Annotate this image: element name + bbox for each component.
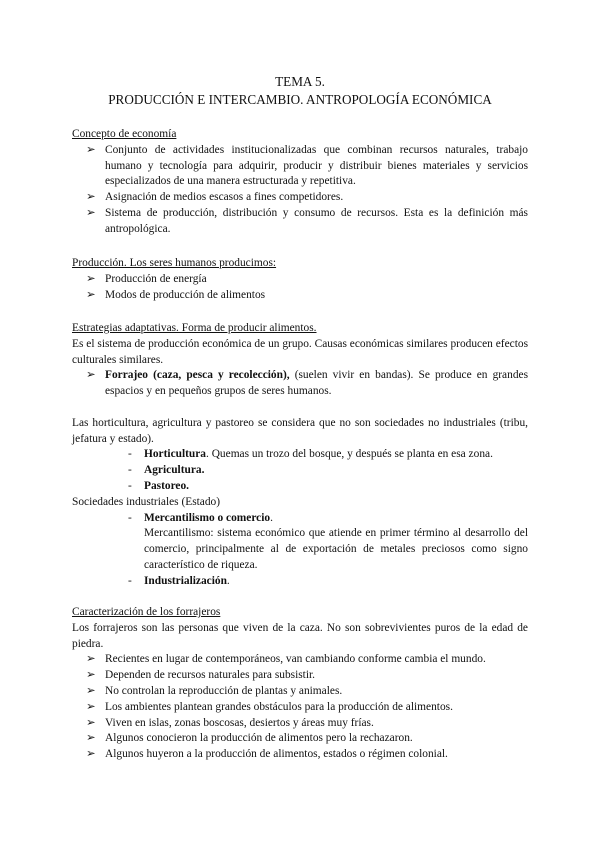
arrow-bullet-icon: ➢ (86, 143, 96, 156)
dash-bullet-icon: - (128, 464, 132, 477)
section-concepto (72, 127, 528, 238)
list-item: ➢ Algunos conocieron la producción de alimentos pero la rechazaron. (72, 731, 528, 747)
section-heading: Caracterización de los forrajeros (72, 606, 221, 618)
section-estrategias (72, 321, 528, 590)
paragraph: Las horticultura, agricultura y pastoreo se considera que no son sociedades no industriales (tribu, jefatura y estado). (72, 416, 528, 445)
list-item: ➢ Producción de energía (72, 272, 528, 288)
arrow-bullet-icon: ➢ (86, 716, 96, 729)
document-title-line2: PRODUCCIÓN E INTERCAMBIO. ANTROPOLOGÍA ECONÓMICA (108, 92, 492, 107)
list-item: - Pastoreo. (72, 479, 528, 495)
arrow-bullet-icon: ➢ (86, 684, 96, 697)
arrow-bullet-icon: ➢ (86, 288, 96, 301)
dash-list (72, 511, 528, 527)
paragraph: Los forrajeros son las personas que viven de la caza. No son sobrevivientes puros de la edad de piedra. (72, 621, 528, 650)
dash-bullet-icon: - (128, 574, 132, 587)
arrow-bullet-icon: ➢ (86, 272, 96, 285)
list-item: ➢ Conjunto de actividades institucionalizadas que combinan recursos naturales, trabajo humano y tecnología para adquirir, producir y distribuir bienes materiales y servicios especializados de una manera estructurada y repetitiva. (86, 143, 528, 188)
arrow-bullet-icon: ➢ (86, 206, 96, 219)
paragraph: Mercantilismo: sistema económico que atiende en primer término al desarrollo del comercio, principalmente al de exportación de metales preciosos como signo característico de riqueza. (144, 527, 528, 571)
section-heading: Producción. Los seres humanos producimos: (72, 257, 277, 269)
paragraph: Es el sistema de producción económica de un grupo. Causas económicas similares producen efectos culturales similares. (72, 337, 528, 366)
document-title-line1: TEMA 5. (275, 74, 325, 89)
arrow-bullet-icon: ➢ (86, 748, 96, 761)
dash-bullet-icon: - (128, 448, 132, 461)
list-item: ➢ Viven en islas, zonas boscosas, desiertos y áreas muy frías. (72, 716, 528, 732)
bullet-list (72, 143, 528, 238)
list-item: - Horticultura. Quemas un trozo del bosque, y después se planta en esa zona. (72, 447, 528, 463)
bullet-list (72, 368, 528, 400)
arrow-bullet-icon: ➢ (86, 669, 96, 682)
section-forrajeros (72, 605, 528, 763)
arrow-bullet-icon: ➢ (86, 653, 96, 666)
list-item: ➢ Sistema de producción, distribución y consumo de recursos. Esta es la definición más antropológica. (86, 206, 528, 235)
section-heading: Estrategias adaptativas. Forma de producir alimentos. (72, 322, 317, 334)
arrow-bullet-icon: ➢ (86, 732, 96, 745)
bullet-list (72, 652, 528, 763)
dash-list (72, 574, 528, 590)
list-item: ➢ Dependen de recursos naturales para subsistir. (72, 668, 528, 684)
dash-list (72, 447, 528, 494)
list-item: ➢ Algunos huyeron a la producción de alimentos, estados o régimen colonial. (72, 747, 528, 763)
list-item: ➢ Asignación de medios escasos a fines competidores. (72, 190, 528, 206)
arrow-bullet-icon: ➢ (86, 369, 96, 382)
list-item: - Industrialización. (72, 574, 528, 590)
list-item: ➢ No controlan la reproducción de plantas y animales. (72, 684, 528, 700)
paragraph: Sociedades industriales (Estado) (72, 495, 221, 508)
arrow-bullet-icon: ➢ (86, 191, 96, 204)
section-heading: Concepto de economía (72, 128, 177, 140)
dash-bullet-icon: - (128, 511, 132, 524)
list-item: ➢ Recientes en lugar de contemporáneos, van cambiando conforme cambia el mundo. (72, 652, 528, 668)
list-item: ➢ Modos de producción de alimentos (72, 288, 528, 304)
list-item: ➢ Forrajeo (caza, pesca y recolección), (suelen vivir en bandas). Se produce en grandes espacios y en pequeños grupos de seres humanos. (86, 369, 528, 398)
bullet-list (72, 272, 528, 304)
arrow-bullet-icon: ➢ (86, 700, 96, 713)
list-item: - Agricultura. (72, 463, 528, 479)
section-produccion (72, 256, 528, 303)
dash-bullet-icon: - (128, 479, 132, 492)
list-item: ➢ Los ambientes plantean grandes obstáculos para la producción de alimentos. (72, 700, 528, 716)
list-item: - Mercantilismo o comercio. (72, 511, 528, 527)
